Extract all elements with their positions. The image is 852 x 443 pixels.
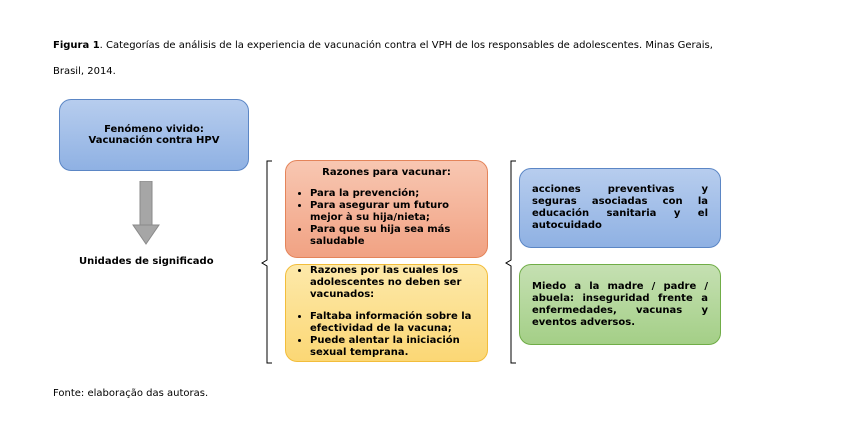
- left-brace-icon: [260, 160, 274, 365]
- reasons-not-to-vaccinate-box: [285, 264, 488, 362]
- down-arrow-icon: [132, 181, 160, 245]
- list-item: • Para la prevención;: [310, 188, 477, 200]
- fear-insecurity-text: Miedo a la madre / padre / abuela: inseguridad frente a enfermedades, vacunas y eventos adversos.: [532, 280, 708, 328]
- left-brace-icon: [504, 160, 518, 365]
- phenomenon-line1: Fenómeno vivido:: [104, 124, 204, 135]
- preventive-actions-text: acciones preventivas y seguras asociadas con la educación sanitaria y el autocuidado: [532, 184, 708, 231]
- figure-label: Figura 1: [53, 40, 100, 51]
- figure-caption-line2: Brasil, 2014.: [53, 66, 116, 77]
- reasons-to-vaccinate-title: Razones para vacunar:: [322, 167, 451, 178]
- list-item: • Faltaba información sobre la efectividad de la vacuna;: [310, 311, 477, 335]
- source-note: Fonte: elaboração das autoras.: [53, 388, 209, 399]
- list-item: • Puede alentar la iniciación sexual temprana.: [310, 335, 477, 359]
- figure-caption-text: . Categorías de análisis de la experiencia de vacunación contra el VPH de los responsables de adolescentes. Minas Gerais,: [99, 40, 713, 51]
- fear-insecurity-box: [519, 264, 721, 345]
- list-item: • Para que su hija sea más saludable: [310, 224, 477, 248]
- preventive-actions-box: [519, 168, 721, 248]
- phenomenon-line2: Vacunación contra HPV: [88, 135, 220, 146]
- figure-caption: [53, 40, 713, 51]
- reasons-to-vaccinate-box: [285, 160, 488, 258]
- reasons-to-vaccinate-list: [296, 188, 477, 248]
- units-of-meaning-label: Unidades de significado: [79, 256, 214, 267]
- reasons-not-to-vaccinate-title: • Razones por las cuales los adolescentes no deben ser vacunados:: [310, 265, 477, 301]
- reasons-not-title-list: [296, 265, 477, 301]
- phenomenon-box: [59, 99, 249, 171]
- list-item: • Para asegurar um futuro mejor à su hija/nieta;: [310, 200, 477, 224]
- reasons-not-to-vaccinate-list: [296, 311, 477, 359]
